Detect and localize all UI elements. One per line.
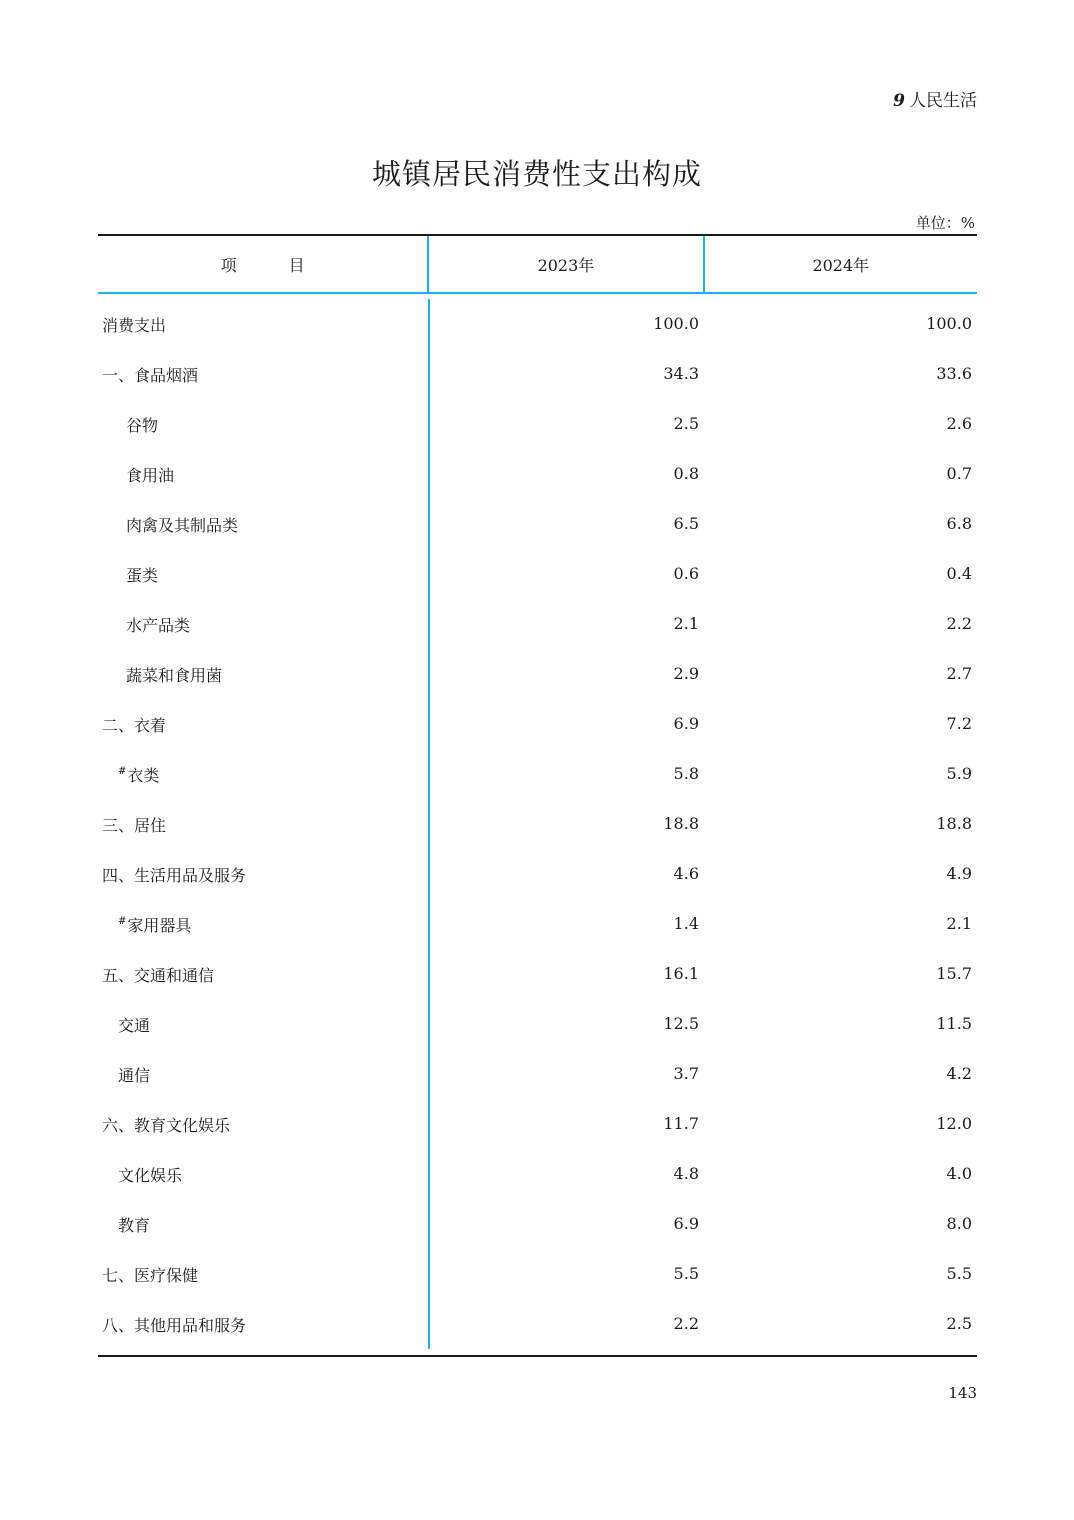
value-2023: 0.8: [428, 449, 702, 499]
row-label-text: 蔬菜和食用菌: [126, 665, 223, 685]
column-header-item: [98, 236, 427, 292]
row-label-text: 一、食品烟酒: [102, 365, 199, 385]
running-header: [893, 86, 977, 111]
value-2023: 3.7: [428, 1049, 702, 1099]
row-label-text: 教育: [118, 1215, 151, 1235]
row-label-text: 二、衣着: [102, 715, 167, 735]
value-2023: 0.6: [428, 549, 702, 599]
value-2023: 5.5: [428, 1249, 702, 1299]
row-label: [98, 1313, 428, 1336]
row-label: [98, 1013, 428, 1036]
page-title: 城镇居民消费性支出构成: [371, 157, 702, 191]
value-2024: 33.6: [936, 364, 972, 383]
row-label-text: 消费支出: [102, 315, 167, 335]
table-row: [98, 1199, 977, 1249]
table-row: [98, 649, 977, 699]
table-bottom-rule: [98, 1355, 977, 1357]
row-label: [98, 613, 428, 636]
row-label: [98, 863, 428, 886]
value-2023: 4.8: [428, 1149, 702, 1199]
column-header-item-char1: 项: [220, 255, 237, 275]
table-row: [98, 299, 977, 349]
row-label: [98, 1113, 428, 1136]
row-label: [98, 913, 428, 936]
table-row: [98, 499, 977, 549]
value-2024: 11.5: [936, 1014, 972, 1033]
row-label-text: 谷物: [126, 415, 159, 435]
value-2023: 6.9: [428, 699, 702, 749]
row-label: [98, 763, 428, 786]
row-label: [98, 713, 428, 736]
table-row: [98, 749, 977, 799]
value-2023: 6.9: [428, 1199, 702, 1249]
row-label-text: 三、居住: [102, 815, 167, 835]
value-2024: 2.7: [946, 664, 972, 683]
row-label-text: 五、交通和通信: [102, 965, 215, 985]
column-header-2023: 2023年: [427, 236, 702, 292]
chapter-title: 人民生活: [909, 91, 977, 111]
table-row: [98, 1049, 977, 1099]
row-label-text: 交通: [118, 1015, 151, 1035]
value-2023: 2.1: [428, 599, 702, 649]
value-2024: 18.8: [936, 814, 972, 833]
value-2023: 34.3: [428, 349, 702, 399]
table-row: [98, 399, 977, 449]
value-2024: 6.8: [946, 514, 972, 533]
value-2024: 8.0: [946, 1214, 972, 1233]
value-2023: 18.8: [428, 799, 702, 849]
table-row: [98, 1149, 977, 1199]
row-label: [98, 363, 428, 386]
value-2024: 2.6: [946, 414, 972, 433]
table-row: [98, 849, 977, 899]
table-row: [98, 699, 977, 749]
row-label-text: 文化娱乐: [118, 1165, 183, 1185]
value-2024: 2.5: [946, 1314, 972, 1333]
value-2023: 100.0: [428, 299, 702, 349]
row-label-text: 七、医疗保健: [102, 1265, 199, 1285]
value-2023: 5.8: [428, 749, 702, 799]
row-label: [98, 513, 428, 536]
value-2024: 100.0: [926, 314, 972, 333]
column-header-item-char2: 目: [288, 255, 305, 275]
table-row: [98, 349, 977, 399]
row-label: [98, 1163, 428, 1186]
value-2023: 6.5: [428, 499, 702, 549]
row-label-text: 食用油: [126, 465, 175, 485]
row-label: [98, 313, 428, 336]
row-label-text: 水产品类: [126, 615, 191, 635]
value-2024: 4.2: [946, 1064, 972, 1083]
row-label-text: 八、其他用品和服务: [102, 1315, 247, 1335]
value-2024: 4.9: [946, 864, 972, 883]
column-header-2024: 2024年: [703, 236, 977, 292]
row-label-text: 通信: [118, 1065, 151, 1085]
row-label: [98, 1213, 428, 1236]
value-2023: 4.6: [428, 849, 702, 899]
table-header-row: [98, 236, 977, 294]
value-2024: 0.7: [946, 464, 972, 483]
row-label: [98, 413, 428, 436]
value-2023: 2.2: [428, 1299, 702, 1349]
table-row: [98, 899, 977, 949]
table-row: [98, 1249, 977, 1299]
row-label: [98, 463, 428, 486]
table-row: [98, 799, 977, 849]
chapter-number: 9: [893, 91, 905, 111]
value-2024: 0.4: [946, 564, 972, 583]
row-label-text: 蛋类: [126, 565, 159, 585]
row-label-text: 衣类: [127, 765, 160, 785]
row-label-text: 四、生活用品及服务: [102, 865, 247, 885]
page-number: 143: [948, 1384, 977, 1402]
table-row: [98, 599, 977, 649]
table-row: [98, 949, 977, 999]
row-label-text: 六、教育文化娱乐: [102, 1115, 231, 1135]
row-label-text: 家用器具: [127, 915, 192, 935]
row-label: [98, 563, 428, 586]
footnote-mark: #: [118, 765, 127, 777]
value-2024: 2.2: [946, 614, 972, 633]
row-label-text: 肉禽及其制品类: [126, 515, 239, 535]
table-row: [98, 999, 977, 1049]
table-body: [98, 294, 977, 1355]
value-2023: 2.5: [428, 399, 702, 449]
value-2023: 12.5: [428, 999, 702, 1049]
value-2023: 16.1: [428, 949, 702, 999]
footnote-mark: #: [118, 915, 127, 927]
data-table: [98, 234, 977, 1357]
row-label: [98, 1263, 428, 1286]
value-2024: 5.9: [946, 764, 972, 783]
table-row: [98, 1299, 977, 1349]
row-label: [98, 663, 428, 686]
table-row: [98, 1099, 977, 1149]
value-2024: 7.2: [946, 714, 972, 733]
table-row: [98, 549, 977, 599]
value-2024: 2.1: [946, 914, 972, 933]
value-2024: 15.7: [936, 964, 972, 983]
value-2023: 11.7: [428, 1099, 702, 1149]
value-2024: 5.5: [946, 1264, 972, 1283]
row-label: [98, 1063, 428, 1086]
row-label: [98, 963, 428, 986]
value-2023: 2.9: [428, 649, 702, 699]
value-2023: 1.4: [428, 899, 702, 949]
value-2024: 4.0: [946, 1164, 972, 1183]
value-2024: 12.0: [936, 1114, 972, 1133]
unit-label: 单位：%: [915, 214, 975, 232]
row-label: [98, 813, 428, 836]
table-row: [98, 449, 977, 499]
